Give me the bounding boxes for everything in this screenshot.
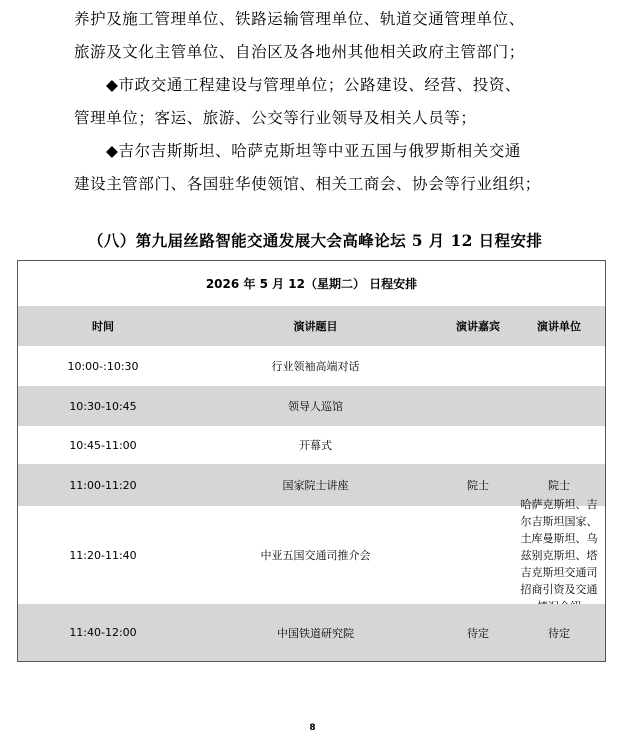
row-time: 11:20-11:40	[69, 548, 137, 562]
row-time: 10:00-:10:30	[67, 359, 139, 373]
row-unit	[513, 426, 605, 464]
row-unit	[513, 346, 605, 386]
row-speaker: 院士	[467, 479, 489, 492]
header-time: 时间	[92, 320, 114, 333]
table-row	[18, 346, 605, 386]
paragraph-line: 养护及施工管理单位、铁路运输管理单位、轨道交通管理单位、	[74, 10, 525, 28]
row-topic: 国家院士讲座	[282, 479, 349, 492]
row-topic: 开幕式	[299, 439, 332, 452]
header-topic: 演讲题目	[293, 320, 338, 333]
table-row	[18, 386, 605, 426]
paragraph-line: 建设主管部门、各国驻华使领馆、相关工商会、协会等行业组织；	[74, 175, 541, 193]
paragraph-municipal	[74, 69, 564, 135]
paragraph-line: 旅游及文化主管单位、自治区及各地州其他相关政府主管部门；	[74, 43, 525, 61]
table-title-row	[18, 261, 605, 306]
table-row	[18, 506, 605, 604]
row-speaker	[443, 346, 513, 386]
paragraph-central-asia	[74, 135, 564, 201]
row-speaker	[443, 386, 513, 426]
row-time: 10:30-10:45	[69, 399, 137, 413]
page-number: 8	[309, 723, 316, 733]
table-header-row	[18, 306, 605, 346]
table-row	[18, 426, 605, 464]
header-speaker: 演讲嘉宾	[456, 320, 500, 333]
paragraph-continuation	[74, 3, 564, 69]
row-topic: 行业领袖高端对话	[271, 360, 360, 373]
row-unit: 院士	[548, 479, 570, 492]
section-title: （八）第九届丝路智能交通发展大会高峰论坛 5 月 12 日程安排	[88, 231, 543, 250]
row-unit: 尔吉斯坦国家、土库曼斯坦、乌兹别克斯坦、塔吉克斯坦交通司招商引资及交通	[520, 514, 598, 596]
row-unit: 待定	[548, 626, 570, 640]
row-topic: 领导人巡馆	[288, 400, 343, 413]
row-time: 11:40-12:00	[69, 626, 137, 639]
table-title: 2026 年 5 月 12（星期二） 日程安排	[205, 277, 418, 291]
row-speaker	[443, 426, 513, 464]
row-topic: 中亚五国交通司推介会	[260, 549, 371, 562]
row-time: 11:00-11:20	[69, 478, 137, 492]
row-unit	[513, 386, 605, 426]
schedule-table	[17, 260, 606, 662]
table-row	[18, 604, 605, 661]
row-time: 10:45-11:00	[69, 438, 137, 452]
header-unit: 演讲单位	[537, 320, 581, 333]
paragraph-line: ◆吉尔吉斯斯坦、哈萨克斯坦等中亚五国与俄罗斯相关交通	[106, 142, 522, 160]
row-speaker	[443, 506, 513, 604]
paragraph-line: 管理单位；客运、旅游、公交等行业领导及相关人员等；	[74, 109, 477, 127]
row-speaker: 待定	[467, 626, 489, 640]
paragraph-line: ◆市政交通工程建设与管理单位；公路建设、经营、投资、	[106, 76, 522, 94]
row-topic: 中国铁道研究院	[277, 626, 354, 640]
